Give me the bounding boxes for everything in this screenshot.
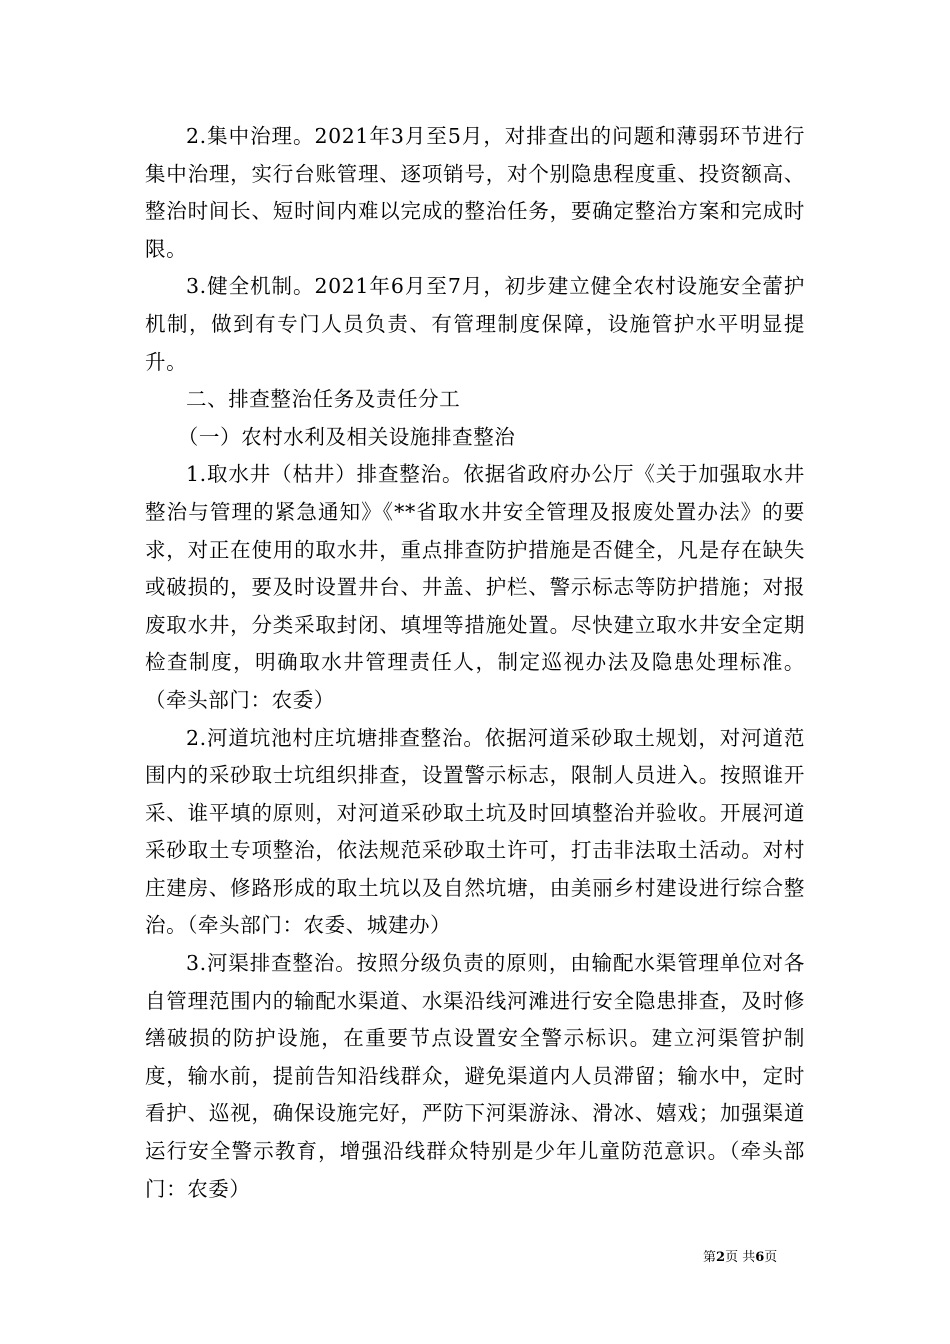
page-footer — [703, 1250, 777, 1266]
paragraph-canals: 3.河渠排查整治。按照分级负责的原则，由输配水渠管理单位对各自管理范围内的输配水渠道、水渠沿线河滩进行安全隐患排查，及时修缮破损的防护设施，在重要节点设置安全警示标识。建立河渠管护制度，输水前，提前告知沿线群众，避免渠道内人员滞留；输水中，定时看护、巡视，确保设施完好，严防下河渠游泳、滑冰、嬉戏；加强渠道运行安全警示教育，增强沿线群众特别是少年儿童防范意识。（牵头部门：农委） — [145, 951, 805, 1201]
paragraph-centralized-governance: 2.集中治理。2021年3月至5月，对排查出的问题和薄弱环节进行集中治理，实行台账管理、逐项销号，对个别隐患程度重、投资额高、整治时间长、短时间内难以完成的整治任务，要确定整治方案和完成时限。 — [145, 124, 805, 261]
section-heading: 二、排查整治任务及责任分工 — [186, 387, 461, 412]
paragraph-river-pits: 2.河道坑池村庄坑塘排查整治。依据河道采砂取土规划，对河道范围内的采砂取士坑组织排查，设置警示标志，限制人员进入。按照谁开采、谁平填的原则，对河道采砂取土坑及时回填整治并验收。开展河道采砂取土专项整治，依法规范采砂取土许可，打击非法取土活动。对村庄建房、修路形成的取土坑以及自然坑塘，由美丽乡村建设进行综合整治。（牵头部门：农委、城建办） — [145, 725, 805, 938]
footer-prefix: 第 — [703, 1250, 717, 1265]
footer-suffix: 页 — [764, 1250, 778, 1265]
footer-middle: 页 共 — [725, 1250, 756, 1265]
paragraph-mechanism: 3.健全机制。2021年6月至7月，初步建立健全农村设施安全蕾护机制，做到有专门人员负责、有管理制度保障，设施管护水平明显提升。 — [145, 274, 805, 374]
footer-current-page: 2 — [716, 1250, 726, 1265]
sub-heading: （一）农村水利及相关设施排查整治 — [177, 424, 516, 449]
document-body — [145, 118, 805, 1208]
paragraph-water-wells: 1.取水井（枯井）排查整治。依据省政府办公厅《关于加强取水井整治与管理的紧急通知》《**省取水井安全管理及报废处置办法》的要求，对正在使用的取水井，重点排查防护措施是否健全，凡是存在缺失或破损的，要及时设置井台、井盖、护栏、警示标志等防护措施；对报废取水井，分类采取封闭、填埋等措施处置。尽快建立取水井安全定期检查制度，明确取水井管理责任人，制定巡视办法及隐患处理标准。（牵头部门：农委） — [145, 462, 805, 712]
footer-total-pages: 6 — [755, 1250, 765, 1265]
